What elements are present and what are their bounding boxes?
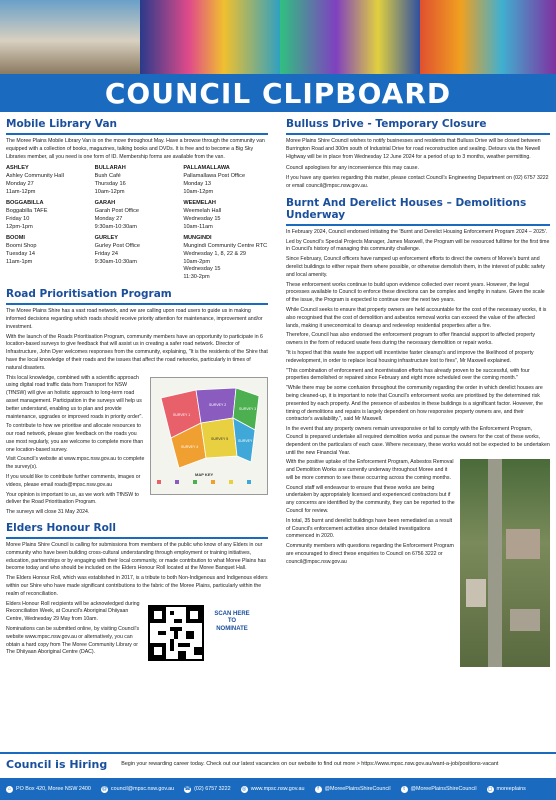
stop-detail: 11am-12pm [6, 188, 36, 195]
aerial-demolition-photo [460, 459, 550, 667]
survey-map-graphic [151, 378, 267, 494]
library-heading: Mobile Library Van [6, 118, 118, 130]
library-stop [6, 235, 91, 282]
hiring-heading: Council is Hiring [6, 757, 108, 771]
divider [286, 133, 550, 135]
burnt-p5: While Council seeks to ensure that property owners are held accountable for the cost of the necessary works, it is also recognised that the cost of demolition and asbestos removal works can exceed the value of the affected lands, making it uneconomical to cleanup and redevelop residential properties after a fire. [286, 306, 547, 329]
title-banner [0, 74, 556, 112]
instagram-contact[interactable]: ◻ moreeplains [487, 785, 526, 792]
lit-building-photo [420, 0, 556, 74]
burnt-p8: "This combination of enforcement and incentivisation efforts has already proven to be successful, with four properties demolished or repaired since February and eight more scheduled over the coming month." [286, 367, 530, 382]
stop-detail: Gurley Post Office [94, 243, 140, 249]
burnt-p12: Council staff will endeavour to ensure that these works are being undertaken by appropriately licensed and experienced contractors but if any concerns are identified by the community, they can be reported to the Council for review. [286, 484, 455, 515]
stop-name: WEEMELAH [183, 200, 216, 207]
stop-detail: Bush Café [94, 172, 121, 179]
stop-detail: 12pm-1pm [6, 223, 33, 230]
facebook-icon: f [315, 786, 322, 793]
zone-label-6: SURVEY 6 [238, 438, 256, 443]
stop-detail: Friday 10 [6, 215, 30, 222]
lit-building-photo [280, 0, 420, 74]
road-p7: Your opinion is important to us, as we work with TfNSW to deliver the Road Prioritisation Program. [6, 491, 139, 506]
stop-detail: 9:30am-10:30am [94, 258, 137, 265]
phone-contact[interactable]: ☎ (02) 6757 3222 [184, 785, 231, 792]
burnt-p13: In total, 35 burnt and derelict buildings have been remediated as a result of Council's enforcement activities since detailed investigations commenced in 2020. [286, 517, 453, 540]
location-icon: ⌂ [7, 785, 12, 792]
road-p2: With the launch of the Roads Prioritisation Program, community members have an opportunity to participate in 6 location-based surveys to give feedback that will assist us in creating a safer road network. Director of Infrastructure, John Dyer welcomes responses from the community, explaining, "It is the residents of the Shire that have the local knowledge of their roads and the issues that affect the road networks, particularly in times of natural disasters. [6, 333, 268, 371]
globe-icon: ◎ [242, 785, 247, 792]
stop-detail: Boggabilla TAFE [6, 207, 48, 214]
stop-detail: Garah Post Office [94, 207, 140, 214]
stop-name: GURLEY [94, 235, 118, 242]
road-p4: To contribute to how we prioritise and allocate resources to our road network, please give feedback on the roads you use most regularly, you are welcome to complete more than one location-based survey. [6, 423, 144, 453]
road-p3: This local knowledge, combined with a scientific approach using digital road traffic data from Transport for NSW (TfNSW) will give an holistic approach to long-term road asset management. Participation in the surveys will help us better understand, enabling us to plan and provide maintenance, upgrades or improved roads in priority order". [6, 374, 143, 420]
library-stops [6, 165, 268, 282]
road-p6: If you would like to contribute further comments, images or videos, please email roads@mpsc.nsw.gov.au [6, 474, 141, 488]
nominate-qr-code[interactable] [148, 605, 204, 661]
twitter-contact[interactable]: t @MoreePlainsShireCouncil [401, 786, 477, 793]
library-stop [95, 165, 180, 196]
right-column [286, 118, 550, 667]
stop-detail: Thursday 16 [94, 180, 126, 187]
facebook-contact[interactable]: f @MoreePlainsShireCouncil [315, 786, 391, 793]
burnt-p4: These enforcement works continue to build upon evidence collected over recent years. However, the legal processes available to Council to enforce these directions can be complex and lengthy in nature. Given the scale of the issue, the Program is expected to continue over the next two years. [286, 281, 545, 304]
email-icon: @ [101, 785, 107, 792]
divider [6, 303, 268, 305]
bulluss-p1: Moree Plains Shire Council wishes to notify businesses and residents that Bulluss Drive will be closed between Burrington Road and 300m south of Industrial Drive for road reconstruction and sealing. Detours via the Newell Highway will be in place from Wednesday 12 June 2024 for a period of up to 3 months, weather permitting. [286, 138, 541, 160]
stop-detail: 10am-2pm [183, 258, 211, 265]
stop-detail: Friday 24 [94, 250, 118, 257]
stop-detail: Monday 27 [6, 180, 34, 187]
page-title: COUNCIL CLIPBOARD [104, 76, 452, 110]
survey-map [150, 377, 268, 495]
divider [6, 537, 268, 539]
scan-to-nominate-label: SCAN HERE TO NOMINATE [214, 610, 250, 633]
stop-detail: 10am-12pm [183, 188, 214, 195]
stop-name: GARAH [94, 200, 116, 207]
road-p5: Visit Council's website at www.mpsc.nsw.gov.au to complete the survey(s). [6, 456, 145, 471]
library-stop [183, 165, 268, 196]
stop-detail: 9:30am-10:30am [94, 223, 137, 230]
lit-building-photo [140, 0, 280, 74]
stop-detail: Monday 13 [183, 180, 212, 187]
elders-p1: Moree Plains Shire Council is calling for submissions from members of the public who know of any Elders in our community who have been building cross-cultural understanding through employment or training initiatives, education, partnerships or by engaging with their local community, or made contribution to what Moree Plains has become today and who should be included on the Elders Honour Roll located at the Moree Banquet Hall. [6, 542, 266, 572]
stop-detail: Boomi Shop [6, 243, 37, 249]
qr-code-graphic [150, 607, 202, 659]
elders-p3: Elders Honour Roll recipients will be acknowledged during Reconciliation Week, at Council's Aboriginal Dhiiyaan Centre, Wednesday 29 May from 10am. [6, 600, 140, 623]
left-column [6, 118, 268, 661]
stop-name: MUNGINDI [183, 235, 212, 242]
stop-detail: Wednesday 15 [183, 266, 221, 273]
burnt-p14: Community members with questions regarding the Enforcement Program are encouraged to direct these enquiries to Council on 6756 3222 or council@mpsc.nsw.gov.au [286, 543, 454, 565]
website-contact[interactable]: ◎ www.mpsc.nsw.gov.au [242, 785, 305, 792]
burnt-p10: In the event that any property owners remain unresponsive or fail to comply with the Enforcement Program, Council is prepared undertake all required demolition works and pursue the owners for the cost of these works, dependent on the particulars of each case. Where necessary, these works would not be expected to be undertaken until the new Financial Year. [286, 426, 550, 456]
stop-detail: Wednesday 15 [183, 215, 221, 222]
zone-label-2: SURVEY 2 [209, 402, 227, 407]
burnt-p2: Led by Council's Special Projects Manager, James Maxwell, the Program will be resourced fulltime for the first time in Council's history of managing this community challenge. [286, 238, 550, 253]
stop-detail: Mungindi Community Centre RTC [183, 243, 268, 249]
bulluss-p3: If you have any queries regarding this matter, please contact Council's Engineering Department on (02) 6757 3222 or email council@mpsc.nsw.gov.au. [286, 175, 549, 189]
stop-detail: Weemelah Hall [183, 207, 222, 214]
burnt-p6: Therefore, Council has also endorsed the enforcement program to offer financial support to affected property owners in the form of reduced waste fees during the necessary demolition or repair works. [286, 332, 535, 347]
twitter-icon: t [401, 786, 408, 793]
burnt-p9: "While there may be some confusion throughout the community regarding the order in which derelict houses are being cleaned-up, it is important to note that Council's enforcement works are prioritised by the determined risk presented by each property. And the presence of asbestos in these buildings is a significant factor. However, the timing of demolitions and repairs is largely dependent on how responsive property owners are, and their contractor's availability.", said Mr Maxwell. [286, 385, 543, 423]
burnt-p7: "It is hoped that this waste fee support will incentivise faster cleanup's and improve the likelihood of property redevelopment, in order to replace local housing infrastructure lost to fires", Mr Maxwell explained. [286, 349, 534, 364]
stop-name: PALLAMALLAWA [183, 165, 230, 172]
contact-bar [0, 778, 556, 800]
zone-label-4: SURVEY 4 [181, 444, 199, 449]
stop-detail: 11am-1pm [6, 258, 33, 265]
email-contact[interactable]: @ council@mpsc.nsw.gov.au [101, 785, 175, 792]
header-photo-strip [0, 0, 556, 74]
address-contact: ⌂ PO Box 420, Moree NSW 2400 [7, 785, 91, 792]
instagram-icon: ◻ [487, 785, 493, 792]
stop-detail: Ashley Community Hall [6, 172, 64, 179]
stop-detail: Tuesday 14 [6, 250, 36, 257]
map-key-title: MAP KEY [195, 471, 214, 477]
burnt-p1: In February 2024, Council endorsed initiating the 'Burnt and Derelict Housing Enforcement Program 2024 – 2025'. [286, 228, 548, 235]
road-heading: Road Prioritisation Program [6, 288, 172, 301]
library-stop [183, 200, 268, 231]
burnt-heading: Burnt And Derelict Houses – Demolitions Underway [286, 196, 527, 221]
library-stop [183, 235, 268, 282]
hiring-bar [0, 752, 556, 774]
zone-label-3: SURVEY 3 [239, 406, 257, 411]
stop-detail: 11:30-2pm [183, 274, 210, 281]
burnt-p3: Since February, Council officers have ramped up enforcement efforts to direct the owners of Moree's burnt and derelict buildings to either repair them where possible, or otherwise demolish them, in the interest of public safety and local amenity. [286, 256, 545, 278]
stop-detail: Monday 27 [94, 215, 123, 222]
map-key [157, 480, 251, 484]
stop-name: BOOMI [6, 235, 25, 242]
divider [6, 133, 268, 135]
hiring-text[interactable]: Begin your rewarding career today. Check out our latest vacancies on our website to find out more > https://www.mpsc.nsw.gov.au/want-a-job/positions-vacant [121, 761, 499, 767]
stop-detail: Pallamallawa Post Office [183, 172, 246, 179]
elders-p2: The Elders Honour Roll, which was established in 2017, is a tribute to both Non-Indigenous and Indigenous elders within our Shire who have made significant contributions to the fabric of the Moree Plains, particularly within the realm of reconciliation. [6, 575, 268, 597]
road-p8: The surveys will close 31 May 2024. [6, 509, 90, 516]
phone-icon: ☎ [184, 785, 191, 792]
stop-detail: 10am-11am [183, 223, 213, 230]
stop-name: BULLARAH [94, 165, 126, 172]
library-stop [95, 235, 180, 282]
library-intro: The Moree Plains Mobile Library Van is on the move throughout May. Have a browse through the community van equipped with a collection of books, magazines, talking books and DVDs. It is free and to become a Big Sky Libraries member, all you need is one form of ID. Membership forms are available from the van. [6, 138, 265, 160]
elders-heading: Elders Honour Roll [6, 522, 116, 535]
burnt-p11: With the positive uptake of the Enforcement Program, Asbestos Removal and Demolition Works are currently underway throughout Moree and it will be more common to see these occurring across the coming months. [286, 459, 454, 481]
elders-p4: Nominations can be submitted online, by visiting Council's website www.mpsc.nsw.gov.au or alternatively, you can obtain a hard copy from The Moree Community Library or The Dhiiyaan Aboriginal Centre (DAC). [6, 626, 140, 656]
stop-name: BOGGABILLA [6, 200, 44, 207]
library-stop [6, 200, 91, 231]
street-photo [0, 0, 140, 74]
stop-detail: Wednesday 1, 8, 22 & 29 [183, 250, 247, 257]
library-stop [95, 200, 180, 231]
zone-label-1: SURVEY 1 [173, 412, 191, 417]
road-p1: The Moree Plains Shire has a vast road network, and we are calling upon road users to guide us in making informed decisions regarding which roads should receive priority attention for maintenance, improvement and/or investment. [6, 308, 263, 330]
zone-label-5: SURVEY 5 [211, 436, 229, 441]
divider [286, 224, 550, 226]
bulluss-p2: Council apologises for any inconvenience this may cause. [286, 165, 419, 172]
stop-detail: 10am-12pm [94, 188, 125, 195]
stop-name: ASHLEY [6, 165, 29, 172]
bulluss-heading: Bulluss Drive - Temporary Closure [286, 118, 487, 130]
library-stop [6, 165, 91, 196]
